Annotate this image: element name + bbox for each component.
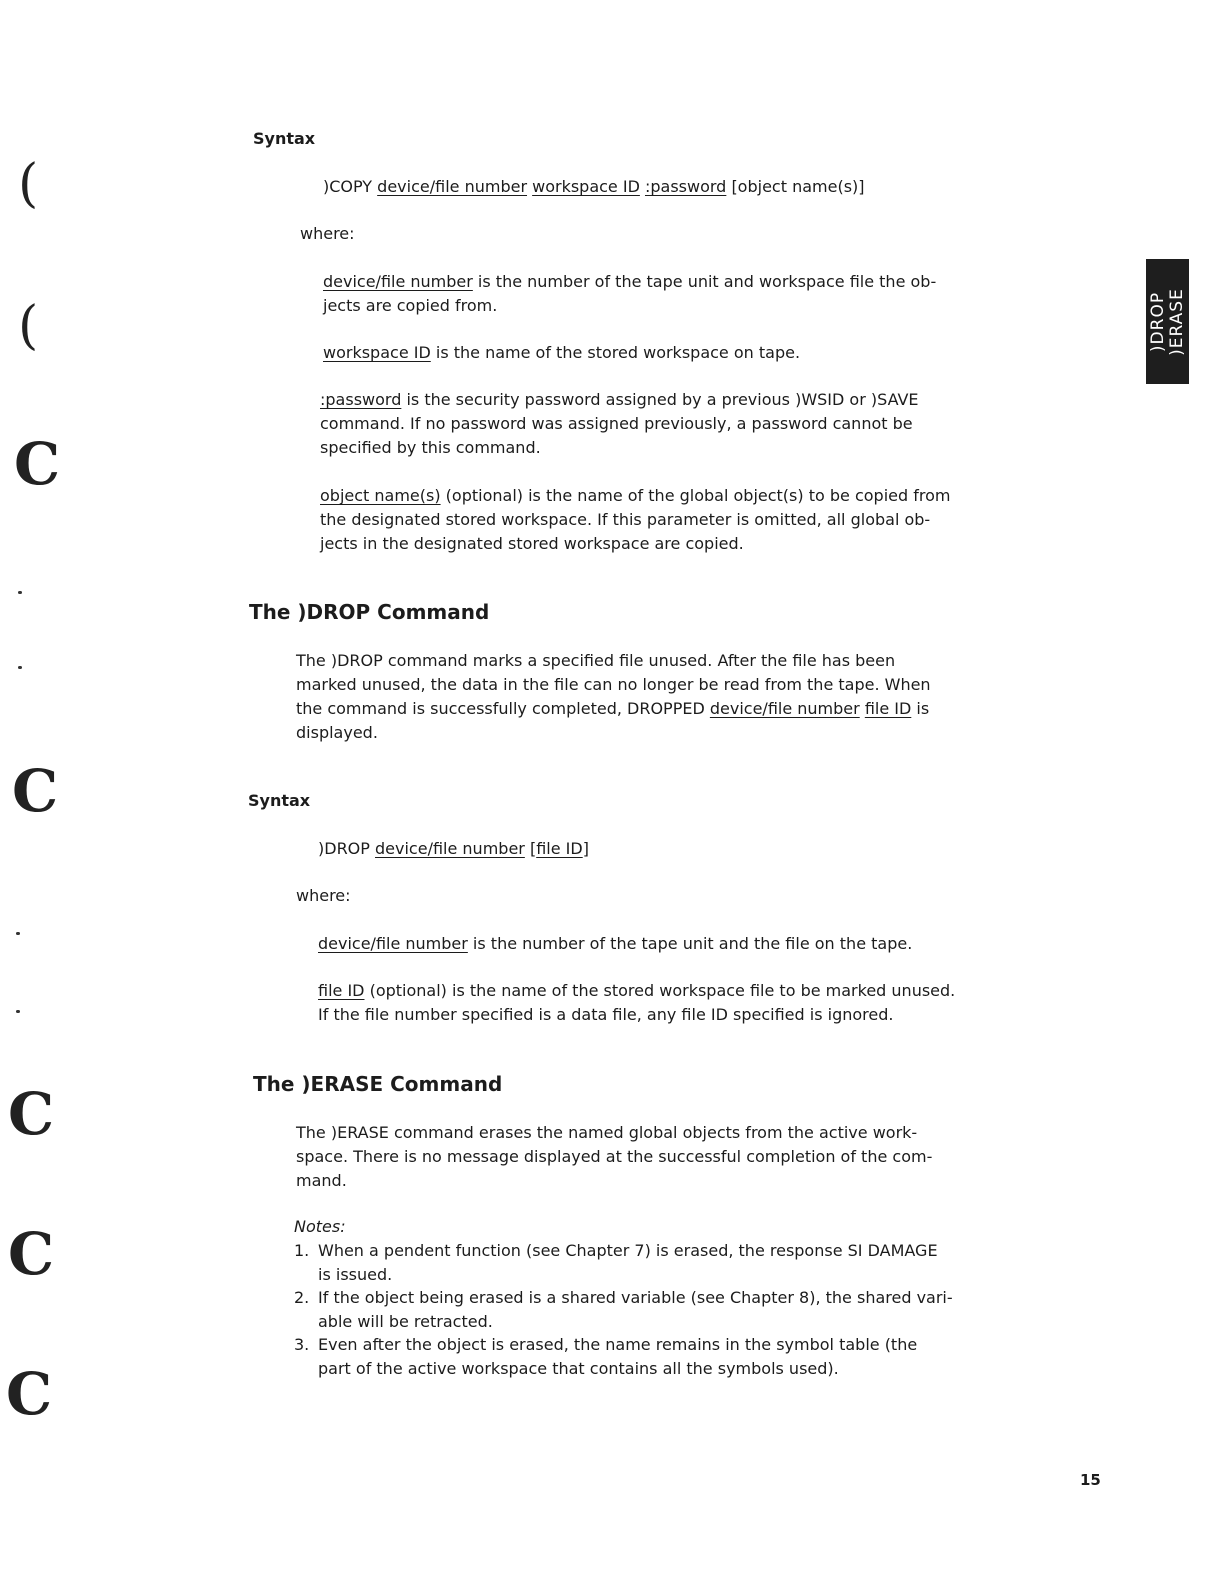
desc-line: The )ERASE command erases the named global objects from the active work- <box>296 1123 918 1142</box>
desc-line: The )DROP command marks a specified file unused. After the file has been <box>296 651 896 670</box>
drop-syntax-line <box>318 837 589 861</box>
copy-syntax-line <box>323 175 865 199</box>
param-term: device/file number <box>318 934 468 953</box>
syntax-command: )DROP <box>318 839 370 858</box>
margin-mark: C <box>14 430 61 498</box>
note-text: If the object being erased is a shared variable (see Chapter 8), the shared vari- <box>318 1288 953 1307</box>
note-item <box>294 1333 917 1381</box>
drop-syntax-label: Syntax <box>248 791 311 810</box>
note-text: When a pendent function (see Chapter 7) is erased, the response SI DAMAGE <box>318 1241 938 1260</box>
desc-term: file ID <box>864 699 912 718</box>
desc-text: the command is successfully completed, DROPPED <box>296 699 710 718</box>
note-number: 3. <box>294 1335 310 1354</box>
scan-speck <box>16 1010 20 1013</box>
copy-param-workspace <box>323 341 800 365</box>
drop-heading: The )DROP Command <box>249 600 490 624</box>
syntax-arg: workspace ID <box>532 177 640 196</box>
erase-heading: The )ERASE Command <box>253 1072 503 1096</box>
note-text: able will be retracted. <box>318 1312 493 1331</box>
desc-term: device/file number <box>709 699 860 718</box>
param-text: is the name of the stored workspace on tape. <box>430 343 801 362</box>
margin-mark: C <box>8 1220 55 1288</box>
syntax-arg: [object name(s)] <box>731 177 865 196</box>
section-thumb-tab <box>1146 259 1189 384</box>
param-text: is the number of the tape unit and workspace file the ob- <box>472 272 937 291</box>
copy-param-device <box>323 270 936 318</box>
syntax-arg: :password <box>644 177 727 196</box>
scan-speck <box>18 591 22 594</box>
desc-text: is <box>911 699 930 718</box>
desc-line: displayed. <box>296 723 378 742</box>
copy-syntax-label: Syntax <box>253 129 316 148</box>
margin-mark: ( <box>18 296 39 356</box>
drop-param-file-id <box>318 979 955 1027</box>
page-number: 15 <box>1080 1471 1101 1489</box>
syntax-command: )COPY <box>323 177 373 196</box>
param-text: jects are copied from. <box>323 296 498 315</box>
margin-mark: C <box>12 757 59 825</box>
syntax-arg: device/file number <box>375 839 525 858</box>
syntax-arg: file ID <box>536 839 583 858</box>
copy-param-object-names <box>320 484 950 556</box>
drop-description <box>296 649 931 745</box>
scan-speck <box>16 932 20 935</box>
margin-mark: ( <box>18 154 39 214</box>
margin-mark: C <box>8 1080 55 1148</box>
scan-speck <box>18 666 22 669</box>
param-term: object name(s) <box>320 486 441 505</box>
tab-label-erase: )ERASE <box>1166 287 1187 356</box>
note-text: Even after the object is erased, the name remains in the symbol table (the <box>318 1335 918 1354</box>
param-text: the designated stored workspace. If this parameter is omitted, all global ob- <box>320 510 931 529</box>
syntax-arg: device/file number <box>377 177 528 196</box>
desc-line: marked unused, the data in the file can no longer be read from the tape. When <box>296 675 931 694</box>
drop-param-device <box>318 932 912 956</box>
desc-line: mand. <box>296 1171 347 1190</box>
param-text: If the file number specified is a data file, any file ID specified is ignored. <box>318 1005 894 1024</box>
param-text: command. If no password was assigned previously, a password cannot be <box>320 414 913 433</box>
drop-where-label: where: <box>296 886 351 905</box>
desc-line: space. There is no message displayed at the successful completion of the com- <box>296 1147 933 1166</box>
erase-notes-label: Notes: <box>294 1217 346 1236</box>
note-text: is issued. <box>318 1265 393 1284</box>
param-text: is the security password assigned by a previous )WSID or )SAVE <box>401 390 919 409</box>
note-number: 1. <box>294 1241 310 1260</box>
copy-where-label: where: <box>300 224 355 243</box>
param-text: jects in the designated stored workspace are copied. <box>320 534 744 553</box>
note-text: part of the active workspace that contains all the symbols used). <box>318 1359 839 1378</box>
param-text: specified by this command. <box>320 438 541 457</box>
tab-label-drop: )DROP <box>1147 291 1168 352</box>
erase-description <box>296 1121 932 1193</box>
margin-mark: C <box>6 1360 53 1428</box>
syntax-bracket: ] <box>582 839 589 858</box>
param-term: workspace ID <box>323 343 431 362</box>
param-term: device/file number <box>323 272 473 291</box>
param-text: (optional) is the name of the global object(s) to be copied from <box>440 486 951 505</box>
param-text: (optional) is the name of the stored workspace file to be marked unused. <box>364 981 956 1000</box>
syntax-bracket: [ <box>529 839 537 858</box>
param-term: file ID <box>318 981 365 1000</box>
note-item <box>294 1286 953 1334</box>
param-text: is the number of the tape unit and the file on the tape. <box>467 934 913 953</box>
note-item <box>294 1239 938 1287</box>
param-term: :password <box>320 390 402 409</box>
copy-param-password <box>320 388 919 460</box>
note-number: 2. <box>294 1288 310 1307</box>
